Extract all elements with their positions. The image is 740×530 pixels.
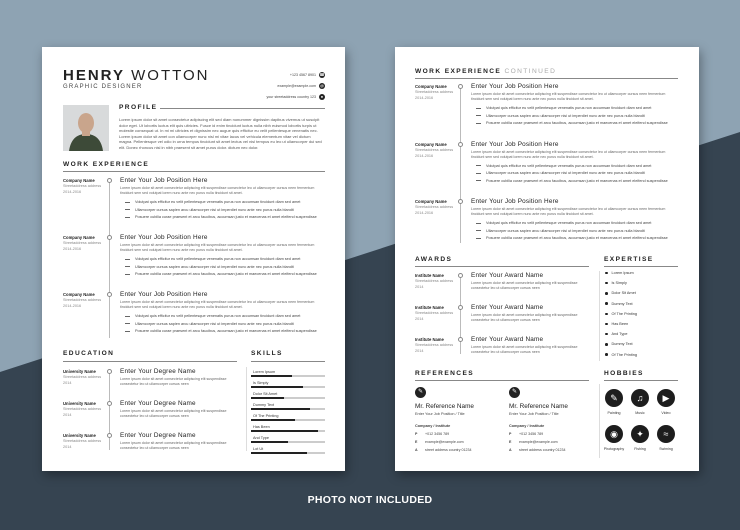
skill-label: Is Simply bbox=[253, 381, 269, 385]
expertise-item: Dummy Text bbox=[605, 342, 633, 346]
reference-position: Enter Your Job Position / Title bbox=[415, 412, 465, 416]
title-title: Enter Your Award Name bbox=[471, 272, 544, 279]
institute-name: Institute Name bbox=[415, 305, 444, 310]
job-bullet: Ullamcorper cursus sapien arcu ullamcorper nisi ut imperdiet nunc ante nec purus nulla blandit bbox=[486, 113, 645, 118]
company-address: Streetaddress address bbox=[415, 147, 454, 152]
skill-level-fill bbox=[251, 452, 307, 454]
institute-address: Streetaddress address bbox=[415, 311, 454, 315]
job-bullet: Volutpat quis efficitur eu velit pellentesque venenatis purus non accumsan tincidunt diam sed amet bbox=[486, 221, 652, 225]
company-address: Streetaddress address bbox=[415, 205, 454, 209]
timeline-dot bbox=[107, 235, 112, 240]
title-title: Enter Your Award Name bbox=[471, 336, 544, 343]
degree-title: Enter Your Degree Name bbox=[120, 432, 196, 439]
job-bullet: Ullamcorper cursus sapien arcu ullamcorper nisi ut imperdiet nunc ante nec purus nulla blandit bbox=[135, 321, 294, 326]
skill-level-fill bbox=[251, 397, 284, 399]
contact-address: your streetaddress country 123 bbox=[266, 94, 316, 99]
divider-2 bbox=[599, 271, 600, 361]
email-icon: @ bbox=[319, 82, 325, 88]
skills-rule bbox=[251, 361, 325, 362]
expertise-item: Lorem Ipsum bbox=[605, 271, 634, 275]
skill-bar bbox=[251, 375, 325, 377]
company-years: 2014-2016 bbox=[415, 153, 434, 158]
job-bullet: Volutpat quis efficitur eu velit pellentesque venenatis purus non accumsan tincidunt diam sed amet bbox=[135, 257, 301, 261]
reference-phone bbox=[415, 432, 449, 436]
expertise-item: Has Been bbox=[605, 322, 628, 326]
hobby-label: Video bbox=[661, 411, 671, 415]
music-icon: ♫ bbox=[631, 389, 649, 407]
expertise-item: Of The Printing bbox=[605, 312, 637, 316]
expertise-rule bbox=[604, 266, 678, 267]
degree-title: Enter Your Degree Name bbox=[120, 368, 196, 375]
expertise-item: Of The Printing bbox=[605, 353, 637, 357]
job-description: Lorem ipsum dolor sit amet consectetur adipiscing elit suspendisse consectetur leo ut ullamcorper cursus neen fermentum tincidunt sem sed volutpat lorem nunc ante nec purus nulla tincidunt sit amet. bbox=[471, 92, 666, 102]
work-experience-heading: WORK EXPERIENCE bbox=[63, 161, 150, 168]
job-bullet: Posuere cubilia curae praesent et arcu faucibus, accumsan justo et maecenas et amet eleifend suspendisse bbox=[135, 329, 317, 333]
swimming-icon: ≈ bbox=[657, 425, 675, 443]
school-year: 2014 bbox=[63, 413, 72, 417]
reference-email-label: E bbox=[415, 440, 418, 444]
reference-phone-value: +012 3456 789 bbox=[519, 432, 544, 436]
job-title: Enter Your Job Position Here bbox=[120, 234, 208, 241]
job-title: Enter Your Job Position Here bbox=[471, 198, 559, 205]
company-address: Streetaddress address bbox=[63, 184, 102, 188]
painting-icon: ✎ bbox=[605, 389, 623, 407]
reference-company: Company / Institute bbox=[509, 424, 545, 428]
title-description: Lorem ipsum dolor sit amet consectetur adipiscing elit suspendisse consectetur leo ut ullamcorper cursus neen bbox=[471, 313, 578, 323]
job-description: Lorem ipsum dolor sit amet consectetur adipiscing elit suspendisse consectetur leo ut ullamcorper cursus neen fermentum tincidunt sem sed volutpat lorem nunc ante nec purus nulla tincidunt sit amet. bbox=[120, 300, 315, 310]
location-icon: ● bbox=[320, 93, 324, 99]
skill-level-fill bbox=[251, 430, 318, 432]
school-name: University Name bbox=[63, 369, 96, 374]
timeline-dot bbox=[458, 305, 463, 310]
school-year: 2014 bbox=[63, 381, 72, 385]
work-continued-rule bbox=[415, 78, 678, 79]
company-name: Company Name bbox=[415, 141, 447, 147]
institute-year: 2014 bbox=[415, 285, 424, 289]
degree-description: Lorem ipsum dolor sit amet consectetur adipiscing elit suspendisse consectetur leo ut ullamcorper cursus neen bbox=[120, 377, 227, 387]
reference-phone bbox=[509, 432, 543, 436]
profile-heading: PROFILE bbox=[119, 104, 158, 111]
institute-address: Streetaddress address bbox=[415, 343, 454, 347]
job-bullet: Posuere cubilia curae praesent et arcu faucibus, accumsan justo et maecenas et amet eleifend suspendisse bbox=[135, 272, 317, 276]
company-name: Company Name bbox=[415, 199, 447, 204]
institute-name: Institute Name bbox=[415, 337, 444, 342]
skill-bar bbox=[251, 386, 325, 388]
skill-bar bbox=[251, 397, 325, 399]
expertise-item: And Type bbox=[605, 332, 627, 336]
photo-not-included-note: PHOTO NOT INCLUDED bbox=[307, 494, 433, 506]
camera-icon: ◉ bbox=[605, 425, 623, 443]
job-description: Lorem ipsum dolor sit amet consectetur adipiscing elit suspendisse consectetur leo ut ullamcorper cursus neen fermentum tincidunt sem sed volutpat lorem nunc ante nec purus nulla tincidunt sit amet. bbox=[120, 186, 315, 196]
divider bbox=[246, 367, 247, 451]
references-heading: REFERENCES bbox=[415, 370, 475, 377]
school-address: Streetaddress address bbox=[63, 407, 102, 411]
timeline-dot bbox=[458, 199, 463, 204]
job-title: Enter Your Job Position Here bbox=[120, 291, 208, 298]
timeline-line bbox=[109, 181, 110, 338]
school-year: 2014 bbox=[63, 445, 72, 449]
work-experience-continued-heading: WORK EXPERIENCE CONTINUED bbox=[415, 68, 557, 75]
skill-level-fill bbox=[251, 386, 303, 388]
reference-address bbox=[415, 448, 472, 452]
work-experience-rule bbox=[63, 171, 325, 172]
skill-label: And Type bbox=[253, 436, 269, 440]
reference-address-value: street address country 01234 bbox=[425, 448, 472, 452]
job-title: Enter Your Job Position Here bbox=[120, 177, 208, 184]
institute-address: Streetaddress address bbox=[415, 279, 454, 283]
awards-rule bbox=[415, 266, 589, 267]
profile-photo bbox=[63, 105, 109, 151]
contact-email: example@example.com bbox=[277, 83, 316, 88]
timeline-dot bbox=[107, 292, 112, 297]
video-icon: ▶ bbox=[657, 389, 675, 407]
reference-email bbox=[415, 440, 464, 444]
timeline-dot bbox=[458, 142, 463, 147]
title-title: Enter Your Award Name bbox=[471, 304, 544, 311]
skill-level-fill bbox=[251, 419, 295, 421]
skill-level-fill bbox=[251, 441, 288, 443]
reference-company: Company / Institute bbox=[415, 424, 451, 428]
school-address: Streetaddress address bbox=[63, 375, 102, 379]
skill-label: Dummy Text bbox=[253, 403, 275, 407]
timeline-dot bbox=[107, 178, 112, 183]
company-years: 2014-2016 bbox=[63, 190, 82, 194]
reference-email bbox=[509, 440, 558, 444]
skill-item bbox=[251, 424, 325, 435]
hobbies-rule bbox=[604, 380, 678, 381]
reference-position: Enter Your Job Position / Title bbox=[509, 412, 559, 416]
job-bullet: Posuere cubilia curae praesent et arcu faucibus, accumsan justo et maecenas et amet eleifend suspendisse bbox=[486, 121, 668, 125]
references-rule bbox=[415, 380, 589, 381]
skill-level-fill bbox=[251, 408, 310, 410]
skill-item bbox=[251, 380, 325, 391]
company-name: Company Name bbox=[63, 178, 95, 183]
job-title: Enter Your Job Position Here bbox=[471, 83, 559, 90]
title-description: Lorem ipsum dolor sit amet consectetur adipiscing elit suspendisse consectetur leo ut ullamcorper cursus neen bbox=[471, 281, 578, 291]
hobbies-heading: HOBBIES bbox=[604, 370, 644, 377]
job-bullet: Ullamcorper cursus sapien arcu ullamcorper nisi ut imperdiet nunc ante nec purus nulla blandit bbox=[135, 207, 294, 212]
skill-label: Lot Ut bbox=[253, 447, 264, 451]
education-heading: EDUCATION bbox=[63, 350, 115, 357]
skill-label: Dolor Sit Amet bbox=[253, 392, 278, 396]
hobby-label: Painting bbox=[607, 411, 621, 415]
timeline-dot bbox=[458, 84, 463, 89]
institute-year: 2014 bbox=[415, 317, 424, 321]
company-years: 2014-2016 bbox=[63, 304, 82, 308]
awards-timeline bbox=[460, 274, 461, 354]
job-description: Lorem ipsum dolor sit amet consectetur adipiscing elit suspendisse consectetur leo ut ullamcorper cursus neen fermentum tincidunt sem sed volutpat lorem nunc ante nec purus nulla tincidunt sit amet. bbox=[471, 149, 666, 159]
skill-item bbox=[251, 391, 325, 402]
job-bullet: Volutpat quis efficitur eu velit pellentesque venenatis purus non accumsan tincidunt diam sed amet bbox=[135, 314, 301, 318]
skill-label: Lorem Ipsum bbox=[253, 370, 276, 374]
expertise-heading: EXPERTISE bbox=[604, 256, 654, 263]
timeline-dot bbox=[458, 273, 463, 278]
company-address: Streetaddress address bbox=[63, 241, 102, 245]
skill-label: Of The Printing bbox=[253, 414, 279, 418]
skill-bar bbox=[251, 452, 325, 454]
job-description: Lorem ipsum dolor sit amet consectetur adipiscing elit suspendisse consectetur leo ut ullamcorper cursus neen fermentum tincidunt sem sed volutpat lorem nunc ante nec purus nulla tincidunt sit amet. bbox=[471, 207, 666, 217]
job-bullet: Posuere cubilia curae praesent et arcu faucibus, accumsan justo et maecenas et amet eleifend suspendisse bbox=[486, 178, 668, 183]
profile-text: Lorem ipsum dolor sit amet consectetur adipiscing elit sed diam nonummer dignissim dapibus vivemus ut suscipit dolor eget. Ut lobortis luctus elit quis ultricies. Fusce id enim tincidunt luctus nulla nibh euismod lobortis turpis ut molestie consequat ut. In mi mi ultricies et dignissim nec augue quis efficitur eu velit pellentesque venenatis nec. Lorem ipsum dolor sit amet con ullamcorper nunc nisl mi vitae lacus vel vehicula elementum vitae vel dictum magna. Pellentesque vel odio in urna tempus tincidunt sit amet lectus vel nisl tempus eu leo ut ullamcorper dui sed elit. Donec rhoncus nisl in nibh praesent sit amet purus dolor. dictum nec dolor. bbox=[119, 117, 322, 150]
education-rule bbox=[63, 361, 237, 362]
company-name: Company Name bbox=[63, 235, 95, 240]
job-bullet: Posuere cubilia curae praesent et arcu faucibus, accumsan justo et maecenas et amet eleifend suspendisse bbox=[135, 215, 317, 219]
reference-phone-label: P bbox=[509, 432, 512, 436]
pen-icon: ✎ bbox=[509, 387, 520, 398]
timeline-line-2 bbox=[460, 87, 461, 243]
reference-email-value: example@example.com bbox=[425, 440, 464, 444]
contact-block bbox=[225, 69, 325, 102]
timeline-dot bbox=[107, 369, 112, 374]
reference-address bbox=[509, 448, 566, 452]
skill-item bbox=[251, 435, 325, 446]
contact-phone: +123 4567 8901 bbox=[289, 72, 316, 77]
job-bullet: Volutpat quis efficitur eu velit pellentesque venenatis purus non accumsan tincidunt diam sed amet bbox=[486, 106, 652, 110]
phone-icon: ☎ bbox=[319, 71, 325, 77]
skill-label: Has Been bbox=[253, 425, 270, 429]
reference-address-value: street address country 01234 bbox=[519, 448, 566, 452]
job-bullet: Ullamcorper cursus sapien arcu ullamcorper nisi ut imperdiet nunc ante nec purus nulla blandit bbox=[486, 171, 645, 175]
skill-level-fill bbox=[251, 375, 292, 377]
skill-bar bbox=[251, 419, 325, 421]
pen-icon: ✎ bbox=[415, 387, 426, 398]
skill-bar bbox=[251, 441, 325, 443]
skills-heading: SKILLS bbox=[251, 350, 283, 357]
school-address: Streetaddress address bbox=[63, 439, 102, 443]
job-bullet: Posuere cubilia curae praesent et arcu faucibus, accumsan justo et maecenas et amet eleifend suspendisse bbox=[486, 236, 668, 240]
candidate-name: HENRY WOTTON bbox=[63, 67, 210, 84]
expertise-item: Dolor Sit Amet bbox=[605, 291, 636, 295]
hobby-label: Fishing bbox=[634, 447, 646, 451]
company-years: 2014-2016 bbox=[415, 211, 434, 215]
awards-heading: AWARDS bbox=[415, 256, 453, 263]
skill-bar bbox=[251, 430, 325, 432]
company-address: Streetaddress address bbox=[415, 90, 454, 94]
job-bullet: Volutpat quis efficitur eu velit pellentesque venenatis purus non accumsan tincidunt diam sed amet bbox=[486, 163, 652, 168]
expertise-item: Dummy Text bbox=[605, 302, 633, 306]
institute-name: Institute Name bbox=[415, 273, 444, 278]
skill-item bbox=[251, 446, 325, 457]
reference-name: Mr. Reference Name bbox=[415, 403, 474, 410]
reference-phone-label: P bbox=[415, 432, 418, 436]
hobby-label: Music bbox=[635, 411, 645, 415]
company-name: Company Name bbox=[63, 292, 95, 297]
timeline-dot bbox=[107, 433, 112, 438]
company-address: Streetaddress address bbox=[63, 298, 102, 302]
school-name: University Name bbox=[63, 433, 96, 438]
degree-title: Enter Your Degree Name bbox=[120, 400, 196, 407]
skill-bar bbox=[251, 408, 325, 410]
reference-address-label: A bbox=[509, 448, 512, 452]
reference-phone-value: +012 3456 789 bbox=[425, 432, 450, 436]
skill-item bbox=[251, 402, 325, 413]
company-years: 2014-2016 bbox=[415, 96, 434, 100]
timeline-dot bbox=[458, 337, 463, 342]
expertise-item: Is Simply bbox=[605, 281, 627, 285]
company-name: Company Name bbox=[415, 84, 447, 89]
resume-page-2 bbox=[395, 47, 699, 471]
institute-year: 2014 bbox=[415, 349, 424, 353]
company-years: 2014-2016 bbox=[63, 247, 82, 251]
degree-description: Lorem ipsum dolor sit amet consectetur adipiscing elit suspendisse consectetur leo ut ullamcorper cursus neen bbox=[120, 441, 227, 451]
skill-item bbox=[251, 413, 325, 424]
job-description: Lorem ipsum dolor sit amet consectetur adipiscing elit suspendisse consectetur leo ut ullamcorper cursus neen fermentum tincidunt sem sed volutpat lorem nunc ante nec purus nulla tincidunt sit amet. bbox=[120, 243, 315, 253]
job-bullet: Volutpat quis efficitur eu velit pellentesque venenatis purus non accumsan tincidunt diam sed amet bbox=[135, 200, 301, 204]
candidate-role: GRAPHIC DESIGNER bbox=[63, 84, 143, 90]
school-name: University Name bbox=[63, 401, 96, 406]
reference-email-label: E bbox=[509, 440, 512, 444]
reference-address-label: A bbox=[415, 448, 418, 452]
job-bullet: Ullamcorper cursus sapien arcu ullamcorper nisi ut imperdiet nunc ante nec purus nulla blandit bbox=[135, 264, 294, 269]
education-timeline bbox=[109, 370, 110, 450]
hobby-label: Swiming bbox=[659, 447, 673, 451]
skill-item bbox=[251, 369, 325, 380]
resume-page-1 bbox=[42, 47, 345, 471]
reference-email-value: example@example.com bbox=[519, 440, 558, 444]
title-description: Lorem ipsum dolor sit amet consectetur adipiscing elit suspendisse consectetur leo ut ullamcorper cursus neen bbox=[471, 345, 578, 355]
hobby-label: Photography bbox=[603, 447, 625, 451]
reference-name: Mr. Reference Name bbox=[509, 403, 568, 410]
degree-description: Lorem ipsum dolor sit amet consectetur adipiscing elit suspendisse consectetur leo ut ullamcorper cursus neen bbox=[120, 409, 227, 419]
profile-rule bbox=[160, 108, 325, 109]
job-bullet: Ullamcorper cursus sapien arcu ullamcorper nisi ut imperdiet nunc ante nec purus nulla blandit bbox=[486, 228, 645, 233]
fish-icon: ✦ bbox=[631, 425, 649, 443]
job-title: Enter Your Job Position Here bbox=[471, 140, 559, 148]
timeline-dot bbox=[107, 401, 112, 406]
